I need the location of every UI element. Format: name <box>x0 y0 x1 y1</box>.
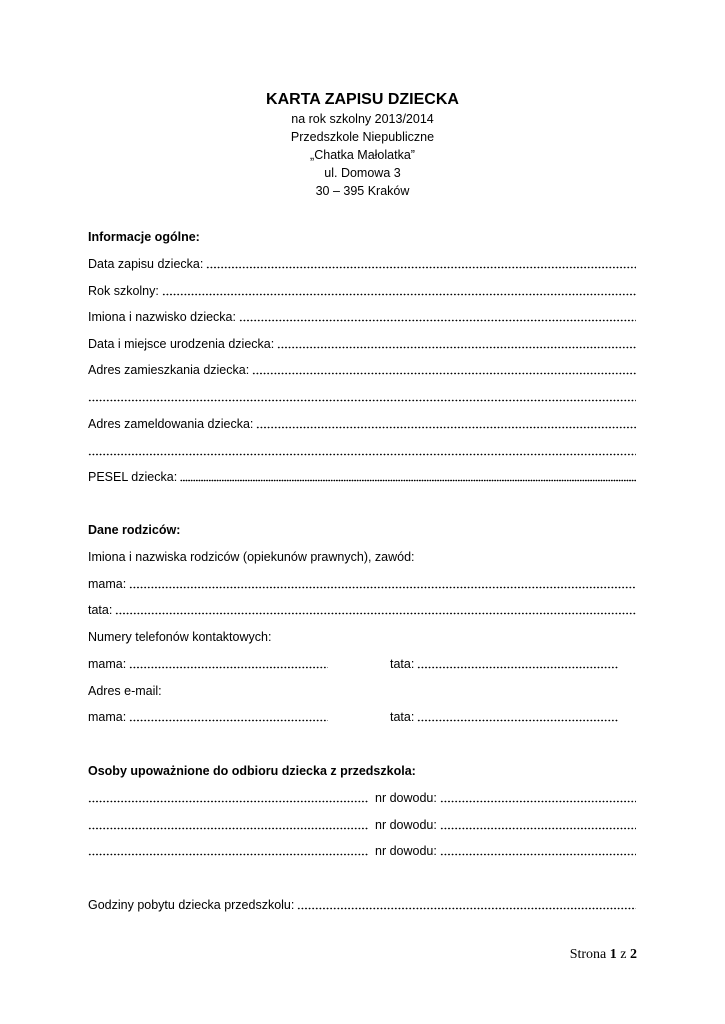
field-school-year[interactable] <box>88 283 636 299</box>
field-label: Adres zamieszkania dziecka: <box>88 363 250 377</box>
field-residence[interactable] <box>88 362 636 378</box>
fill-line <box>297 907 636 910</box>
fill-line <box>417 719 618 722</box>
fill-line <box>88 827 368 830</box>
field-label: mama: <box>88 710 127 724</box>
subtitle-city: 30 – 395 Kraków <box>315 184 410 198</box>
fill-line <box>206 266 636 269</box>
section-parents-heading: Dane rodziców: <box>88 523 181 537</box>
field-residence-cont[interactable] <box>88 389 636 405</box>
fill-line <box>440 827 636 830</box>
field-child-names[interactable] <box>88 309 636 325</box>
field-registered-cont[interactable] <box>88 443 636 459</box>
fill-line <box>180 479 636 482</box>
parents-names-label: Imiona i nazwiska rodziców (opiekunów prawnych), zawód: <box>88 550 415 564</box>
section-general-heading: Informacje ogólne: <box>88 230 200 244</box>
page-current: 1 <box>609 947 617 962</box>
email-label: Adres e-mail: <box>88 684 162 698</box>
fill-line <box>252 372 636 375</box>
field-pickup-person-1[interactable] <box>88 790 368 806</box>
field-enroll-date[interactable] <box>88 256 636 272</box>
field-pickup-id-3[interactable] <box>375 843 636 859</box>
field-label: Adres zameldowania dziecka: <box>88 417 254 431</box>
fill-line <box>88 800 368 803</box>
field-pickup-person-3[interactable] <box>88 843 368 859</box>
fill-line <box>239 319 636 322</box>
fill-line <box>277 346 636 349</box>
page-total: 2 <box>630 947 637 962</box>
field-pickup-id-1[interactable] <box>375 790 636 806</box>
fill-line <box>440 853 636 856</box>
page-number <box>570 947 637 963</box>
field-father-phone[interactable] <box>390 656 618 672</box>
fill-line <box>417 666 618 669</box>
field-pesel[interactable] <box>88 469 636 485</box>
field-label: tata: <box>390 710 415 724</box>
subtitle-institution: Przedszkole Niepubliczne <box>290 130 435 144</box>
field-mother-phone[interactable] <box>88 656 328 672</box>
fill-line <box>115 612 636 615</box>
fill-line <box>440 800 636 803</box>
subtitle-name: „Chatka Małolatka” <box>310 148 415 162</box>
field-label: nr dowodu: <box>375 818 437 832</box>
field-label: nr dowodu: <box>375 844 437 858</box>
fill-line <box>129 586 636 589</box>
field-hours[interactable] <box>88 897 636 913</box>
field-mother[interactable] <box>88 576 636 592</box>
fill-line <box>256 426 636 429</box>
fill-line <box>88 853 368 856</box>
fill-line <box>88 453 636 456</box>
field-label: tata: <box>88 603 113 617</box>
field-label: mama: <box>88 657 127 671</box>
subtitle-year: na rok szkolny 2013/2014 <box>291 112 434 126</box>
field-label: Rok szkolny: <box>88 284 159 298</box>
field-pickup-id-2[interactable] <box>375 817 636 833</box>
subtitle-street: ul. Domowa 3 <box>324 166 401 180</box>
field-label: tata: <box>390 657 415 671</box>
field-label: Data zapisu dziecka: <box>88 257 204 271</box>
page-sep: z <box>620 947 627 962</box>
field-label: mama: <box>88 577 127 591</box>
field-birth[interactable] <box>88 336 636 352</box>
header <box>0 90 725 200</box>
phones-label: Numery telefonów kontaktowych: <box>88 630 272 644</box>
fill-line <box>88 399 636 402</box>
fill-line <box>162 293 636 296</box>
page-prefix: Strona <box>569 947 607 962</box>
field-label: Godziny pobytu dziecka przedszkolu: <box>88 898 295 912</box>
field-label: nr dowodu: <box>375 791 437 805</box>
field-mother-email[interactable] <box>88 709 328 725</box>
section-pickup-heading: Osoby upoważnione do odbioru dziecka z przedszkola: <box>88 764 416 778</box>
field-father-email[interactable] <box>390 709 618 725</box>
document-title: KARTA ZAPISU DZIECKA <box>266 91 459 108</box>
field-label: Data i miejsce urodzenia dziecka: <box>88 337 275 351</box>
field-pickup-person-2[interactable] <box>88 817 368 833</box>
field-father[interactable] <box>88 602 636 618</box>
fill-line <box>129 719 328 722</box>
field-label: Imiona i nazwisko dziecka: <box>88 310 236 324</box>
fill-line <box>129 666 328 669</box>
field-label: PESEL dziecka: <box>88 470 178 484</box>
field-registered[interactable] <box>88 416 636 432</box>
